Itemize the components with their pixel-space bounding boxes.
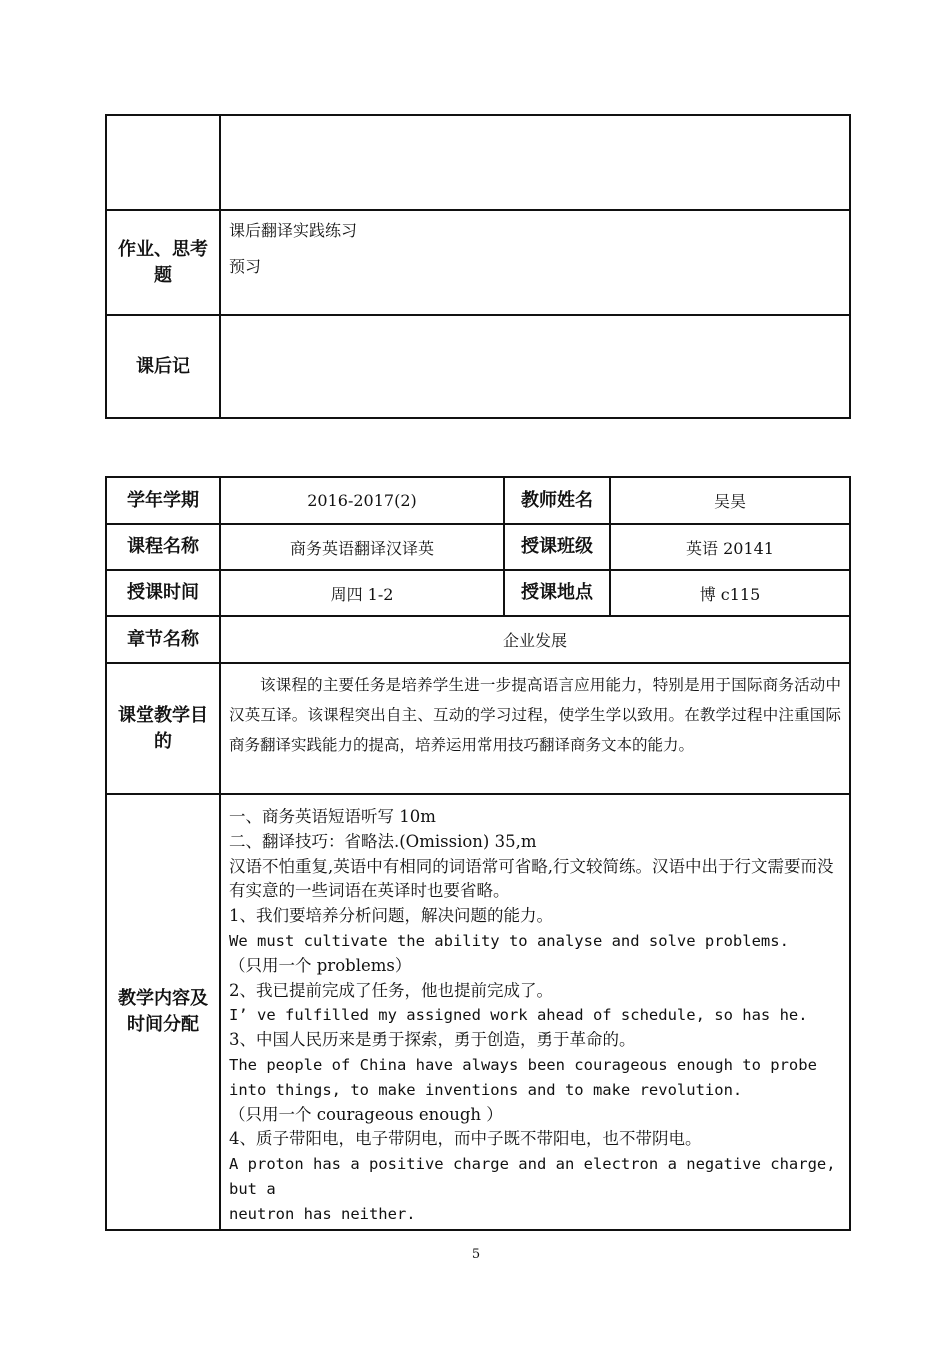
homework-line: 预习 bbox=[229, 257, 262, 276]
table-row bbox=[106, 115, 850, 210]
content-line: （只用一个 courageous enough ） bbox=[229, 1104, 503, 1124]
content-line: 3、中国人民历来是勇于探索，勇于创造，勇于革命的。 bbox=[229, 1030, 636, 1050]
content-line: 4、质子带阳电，电子带阴电，而中子既不带阳电，也不带阴电。 bbox=[229, 1129, 702, 1149]
place-value: 博 c115 bbox=[610, 570, 850, 616]
content-line: （只用一个 problems） bbox=[229, 955, 412, 975]
content-line: I’ ve fulfilled my assigned work ahead of schedule, so has he. bbox=[229, 1006, 808, 1025]
table-row bbox=[106, 616, 850, 663]
class-label: 授课班级 bbox=[504, 524, 610, 570]
content-line: The people of China have always been courageous enough to probe into things, to make inventions and to make revolution. bbox=[229, 1055, 827, 1099]
content-line: 2、我已提前完成了任务，他也提前完成了。 bbox=[229, 980, 553, 1000]
chapter-value: 企业发展 bbox=[220, 616, 850, 663]
course-label: 课程名称 bbox=[106, 524, 220, 570]
table-row bbox=[106, 210, 850, 315]
after-class-notes-content bbox=[220, 315, 850, 418]
table-row bbox=[106, 477, 850, 524]
teacher-value: 吴昊 bbox=[610, 477, 850, 524]
time-value: 周四 1-2 bbox=[220, 570, 504, 616]
table-row bbox=[106, 315, 850, 418]
content-label: 教学内容及时间分配 bbox=[106, 794, 220, 1230]
purpose-label: 课堂教学目的 bbox=[106, 663, 220, 794]
after-class-notes-label: 课后记 bbox=[106, 315, 220, 418]
content-body bbox=[220, 794, 850, 1230]
top-table bbox=[105, 114, 851, 419]
purpose-text bbox=[220, 663, 850, 794]
homework-line: 课后翻译实践练习 bbox=[229, 221, 358, 240]
page-number: 5 bbox=[471, 1247, 481, 1262]
table-row bbox=[106, 524, 850, 570]
purpose-paragraph: 该课程的主要任务是培养学生进一步提高语言应用能力，特别是用于国际商务活动中汉英互译。该课程突出自主、互动的学习过程，使学生学以致用。在教学过程中注重国际商务翻译实践能力的提高，培养运用常用技巧翻译商务文本的能力。 bbox=[229, 676, 841, 754]
content-line: 一、商务英语短语听写 10m bbox=[229, 807, 436, 826]
homework-label: 作业、思考题 bbox=[106, 210, 220, 315]
course-info-table bbox=[105, 476, 851, 1231]
teacher-label: 教师姓名 bbox=[504, 477, 610, 524]
place-label: 授课地点 bbox=[504, 570, 610, 616]
content-line: neutron has neither. bbox=[229, 1204, 416, 1223]
row-content bbox=[220, 115, 850, 210]
term-label: 学年学期 bbox=[106, 477, 220, 524]
row-label bbox=[106, 115, 220, 210]
chapter-label: 章节名称 bbox=[106, 616, 220, 663]
content-line: 汉语不怕重复,英语中有相同的词语常可省略,行文较简练。汉语中出于行文需要而没有实意的一些词语在英译时也要省略。 bbox=[229, 856, 834, 901]
term-value: 2016-2017(2) bbox=[220, 477, 504, 524]
time-label: 授课时间 bbox=[106, 570, 220, 616]
content-line: 二、翻译技巧：省略法.(Omission) 35,m bbox=[229, 831, 537, 851]
course-value: 商务英语翻译汉译英 bbox=[220, 524, 504, 570]
class-value: 英语 20141 bbox=[610, 524, 850, 570]
content-line: A proton has a positive charge and an electron a negative charge, but a bbox=[229, 1155, 845, 1198]
content-line: We must cultivate the ability to analyse and solve problems. bbox=[229, 931, 789, 950]
homework-content bbox=[220, 210, 850, 315]
table-row bbox=[106, 794, 850, 1230]
content-line: 1、我们要培养分析问题，解决问题的能力。 bbox=[229, 906, 553, 926]
table-row bbox=[106, 663, 850, 794]
table-row bbox=[106, 570, 850, 616]
